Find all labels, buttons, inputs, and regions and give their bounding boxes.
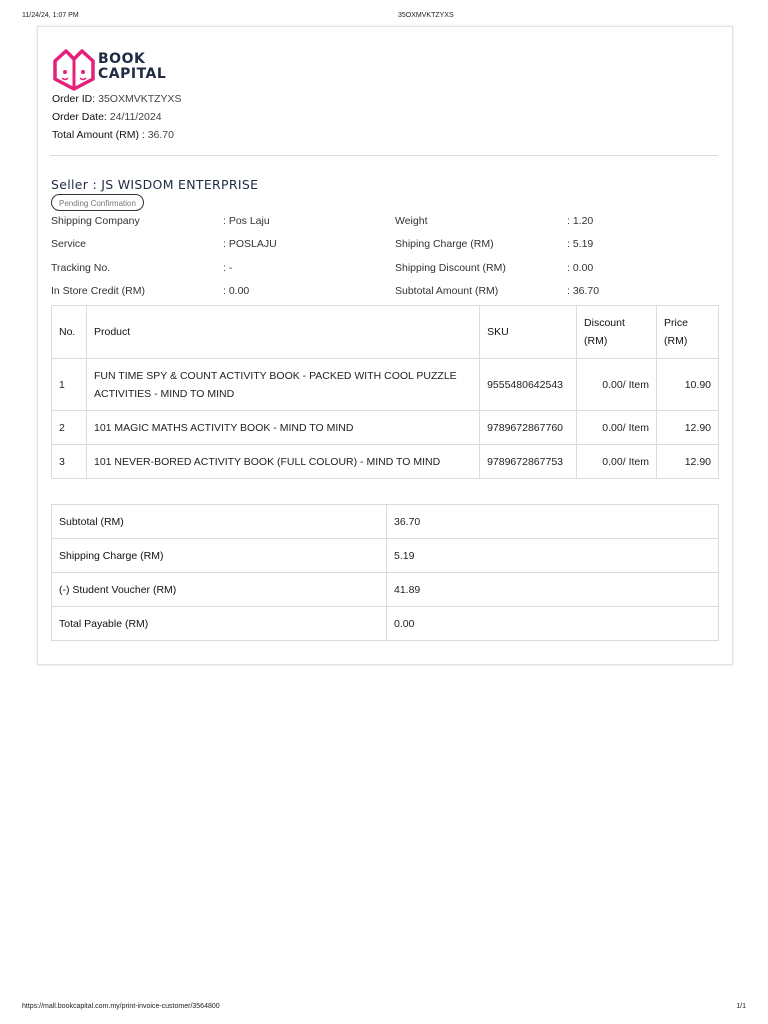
totals-value: 36.70: [387, 505, 719, 539]
row-price: 12.90: [657, 445, 719, 479]
service-value: : POSLAJU: [223, 238, 277, 250]
col-header-discount: Discount (RM): [577, 306, 657, 359]
weight-value: : 1.20: [567, 215, 594, 227]
print-header: [22, 12, 746, 19]
row-price: 10.90: [657, 359, 719, 411]
page-number: 1/1: [736, 1003, 746, 1010]
items-table: [51, 305, 719, 479]
row-discount: 0.00/ Item: [577, 411, 657, 445]
service-label: Service: [51, 238, 87, 250]
shipping-company-label: Shipping Company: [51, 215, 140, 227]
totals-row: [52, 607, 719, 641]
subtotal-amount-label: Subtotal Amount (RM): [395, 285, 499, 297]
table-header-row: [52, 306, 719, 359]
totals-table: [51, 504, 719, 641]
totals-value: 41.89: [387, 573, 719, 607]
order-total-value: 36.70: [147, 129, 174, 141]
table-row: [52, 359, 719, 411]
print-footer: [22, 1003, 746, 1010]
row-product: 101 NEVER-BORED ACTIVITY BOOK (FULL COLOUR) - MIND TO MIND: [86, 445, 479, 479]
print-title: 35OXMVKTZYXS: [398, 12, 454, 19]
brand-line1: BOOK: [98, 51, 146, 67]
table-row: [52, 445, 719, 479]
order-date: Order Date: 24/11/2024: [52, 111, 162, 123]
totals-row: [52, 505, 719, 539]
subtotal-amount-value: : 36.70: [567, 285, 600, 297]
shipping-charge-label: Shiping Charge (RM): [395, 238, 494, 250]
weight-label: Weight: [395, 215, 428, 227]
row-price: 12.90: [657, 411, 719, 445]
totals-label: (-) Student Voucher (RM): [52, 573, 387, 607]
print-datetime: 11/24/24, 1:07 PM: [22, 12, 79, 19]
store-credit-label: In Store Credit (RM): [51, 285, 145, 297]
store-credit-value: : 0.00: [223, 285, 250, 297]
shipping-charge-value: : 5.19: [567, 238, 594, 250]
totals-row: [52, 573, 719, 607]
tracking-label: Tracking No.: [51, 262, 111, 274]
col-header-no: No.: [52, 306, 87, 359]
order-total: Total Amount (RM) : 36.70: [52, 129, 174, 141]
row-discount: 0.00/ Item: [577, 359, 657, 411]
print-url[interactable]: https://mall.bookcapital.com.my/print-invoice-customer/3564800: [22, 1003, 220, 1010]
totals-value: 0.00: [387, 607, 719, 641]
shipping-discount-label: Shipping Discount (RM): [395, 262, 506, 274]
row-sku: 9789672867753: [480, 445, 577, 479]
col-header-sku: SKU: [480, 306, 577, 359]
totals-label: Total Payable (RM): [52, 607, 387, 641]
invoice-card: [37, 26, 733, 665]
row-no: 3: [52, 445, 87, 479]
brand-line2: CAPITAL: [98, 66, 167, 82]
seller-name: Seller : JS WISDOM ENTERPRISE: [51, 177, 259, 192]
col-header-product: Product: [86, 306, 479, 359]
row-sku: 9555480642543: [480, 359, 577, 411]
status-badge: Pending Confirmation: [51, 194, 144, 211]
row-discount: 0.00/ Item: [577, 445, 657, 479]
book-capital-logo: [52, 47, 172, 91]
row-sku: 9789672867760: [480, 411, 577, 445]
tracking-value: : -: [223, 262, 233, 274]
totals-label: Shipping Charge (RM): [52, 539, 387, 573]
table-row: [52, 411, 719, 445]
order-id: Order ID: 35OXMVKTZYXS: [52, 93, 182, 105]
col-header-price: Price (RM): [657, 306, 719, 359]
order-date-value: 24/11/2024: [109, 111, 162, 123]
row-product: FUN TIME SPY & COUNT ACTIVITY BOOK - PACKED WITH COOL PUZZLE ACTIVITIES - MIND TO MIND: [86, 359, 479, 411]
shipping-company-value: : Pos Laju: [223, 215, 270, 227]
totals-label: Subtotal (RM): [52, 505, 387, 539]
row-no: 2: [52, 411, 87, 445]
book-logo-icon: [52, 47, 96, 91]
row-no: 1: [52, 359, 87, 411]
row-product: 101 MAGIC MATHS ACTIVITY BOOK - MIND TO MIND: [86, 411, 479, 445]
divider: [50, 155, 718, 156]
totals-value: 5.19: [387, 539, 719, 573]
order-id-value: 35OXMVKTZYXS: [98, 93, 182, 105]
shipping-discount-value: : 0.00: [567, 262, 594, 274]
totals-row: [52, 539, 719, 573]
